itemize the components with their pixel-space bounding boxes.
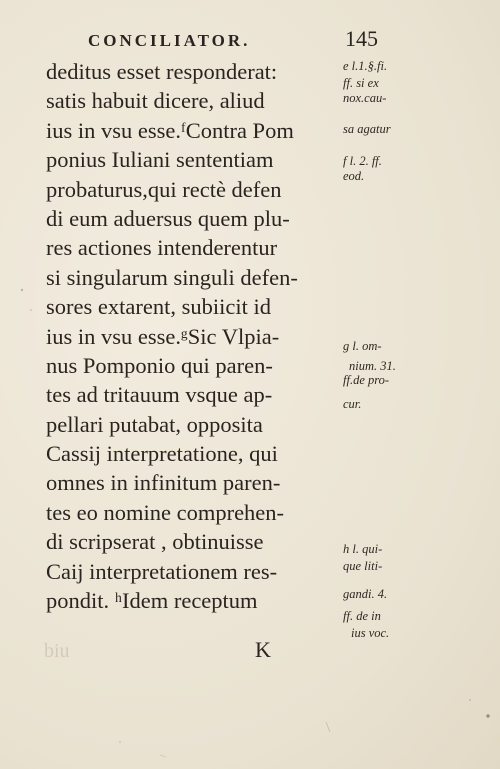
text-line: ponius Iuliani sententiam [46,147,274,173]
text-line: omnes in infinitum paren- [46,470,281,496]
margin-note: cur. [343,397,362,411]
margin-note: ius voc. [351,626,390,640]
margin-note: gandi. 4. [343,587,388,601]
margin-note: nox.cau- [343,91,387,105]
margin-note: nium. 31. [349,359,396,373]
text-line: probaturus,qui rectè defen [46,176,282,202]
text-line: nus Pomponio qui paren- [46,352,273,378]
margin-note: que liti- [343,559,383,573]
text-line: deditus esset responderat: [46,59,278,84]
text-line: pondit. ʰIdem receptum [46,588,258,614]
text-line: tes eo nomine comprehen- [46,499,285,525]
text-line: ius in vsu esse.ᵍSic Vlpia- [46,323,280,349]
text-line: tes ad tritauum vsque ap- [46,382,273,408]
margin-note: ff. de in [343,609,381,623]
bleed-through-text: biu [44,640,70,662]
text-line: satis habuit dicere, aliud [46,88,265,114]
margin-note: eod. [343,169,365,183]
margin-note: f l. 2. ff. [343,154,382,168]
margin-note: ff. si ex [343,76,379,90]
text-line: Cassij interpretatione, qui [46,441,278,467]
text-line: res actiones intenderentur [46,235,278,261]
margin-note: e l.1.§.fi. [343,59,388,73]
text-line: ius in vsu esse.ᶠContra Pom [46,117,294,143]
margin-note: h l. qui- [343,542,383,556]
text-line: pellari putabat, opposita [46,411,263,437]
running-title: CONCILIATOR. [88,31,251,50]
text-line: si singularum singuli defen- [46,264,298,290]
page-header [88,26,378,52]
text-line: Caij interpretationem res- [46,558,278,584]
body-text [46,57,346,615]
page-number: 145 [345,26,378,51]
margin-note: ff.de pro- [343,373,390,387]
signature-mark: K [255,637,271,662]
margin-note: g l. om- [343,339,382,353]
margin-note: sa agatur [343,122,391,136]
text-line: di scripserat , obtinuisse [46,529,264,555]
text-line: di eum aduersus quem plu- [46,205,290,231]
text-line: sores extarent, subiicit id [46,294,271,320]
